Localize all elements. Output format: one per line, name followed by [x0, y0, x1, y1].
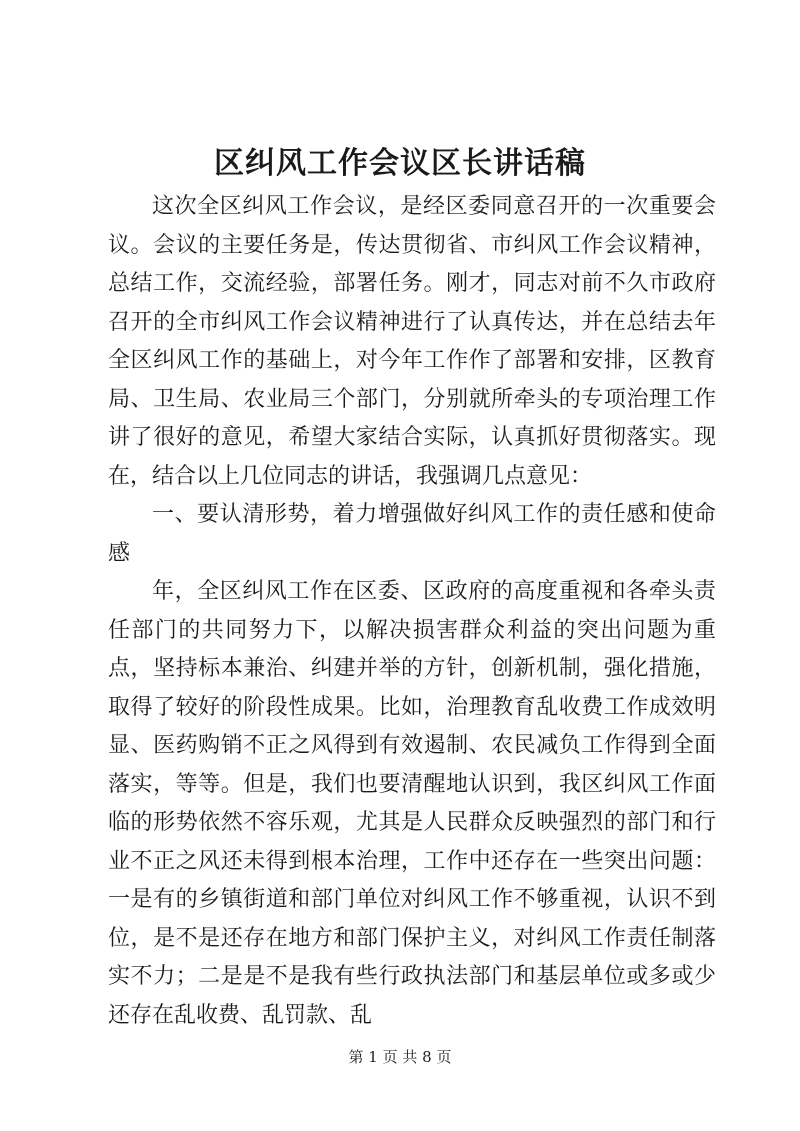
paragraph-situation: 年，全区纠风工作在区委、区政府的高度重视和各牵头责任部门的共同努力下，以解决损害群众利益的突出问题为重点，坚持标本兼治、纠建并举的方针，创新机制，强化措施，取得了较好的阶段性成果。比如，治理教育乱收费工作成效明显、医药购销不正之风得到有效遏制、农民减负工作得到全面落实，等等。但是，我们也要清醒地认识到，我区纠风工作面临的形势依然不容乐观，尤其是人民群众反映强烈的部门和行业不正之风还未得到根本治理，工作中还存在一些突出问题：一是有的乡镇街道和部门单位对纠风工作不够重视，认识不到位，是不是还存在地方和部门保护主义，对纠风工作责任制落实不力；二是是不是我有些行政执法部门和基层单位或多或少还存在乱收费、乱罚款、乱 — [108, 579, 716, 1028]
document-body — [108, 188, 716, 1035]
paragraph-intro: 这次全区纠风工作会议，是经区委同意召开的一次重要会议。会议的主要任务是，传达贯彻省、市纠风工作会议精神，总结工作，交流经验，部署任务。刚才，同志对前不久市政府召开的全市纠风工作会议精神进行了认真传达，并在总结去年全区纠风工作的基础上，对今年工作作了部署和安排，区教育局、卫生局、农业局三个部门，分别就所牵头的专项治理工作讲了很好的意见，希望大家结合实际，认真抓好贯彻落实。现在，结合以上几位同志的讲话，我强调几点意见： — [108, 194, 716, 489]
document-title: 区纠风工作会议区长讲话稿 — [214, 146, 586, 181]
page-footer: 第 1 页 共 8 页 — [348, 1048, 452, 1066]
section-heading-1: 一、要认清形势，着力增强做好纠风工作的责任感和使命感 — [108, 502, 716, 566]
